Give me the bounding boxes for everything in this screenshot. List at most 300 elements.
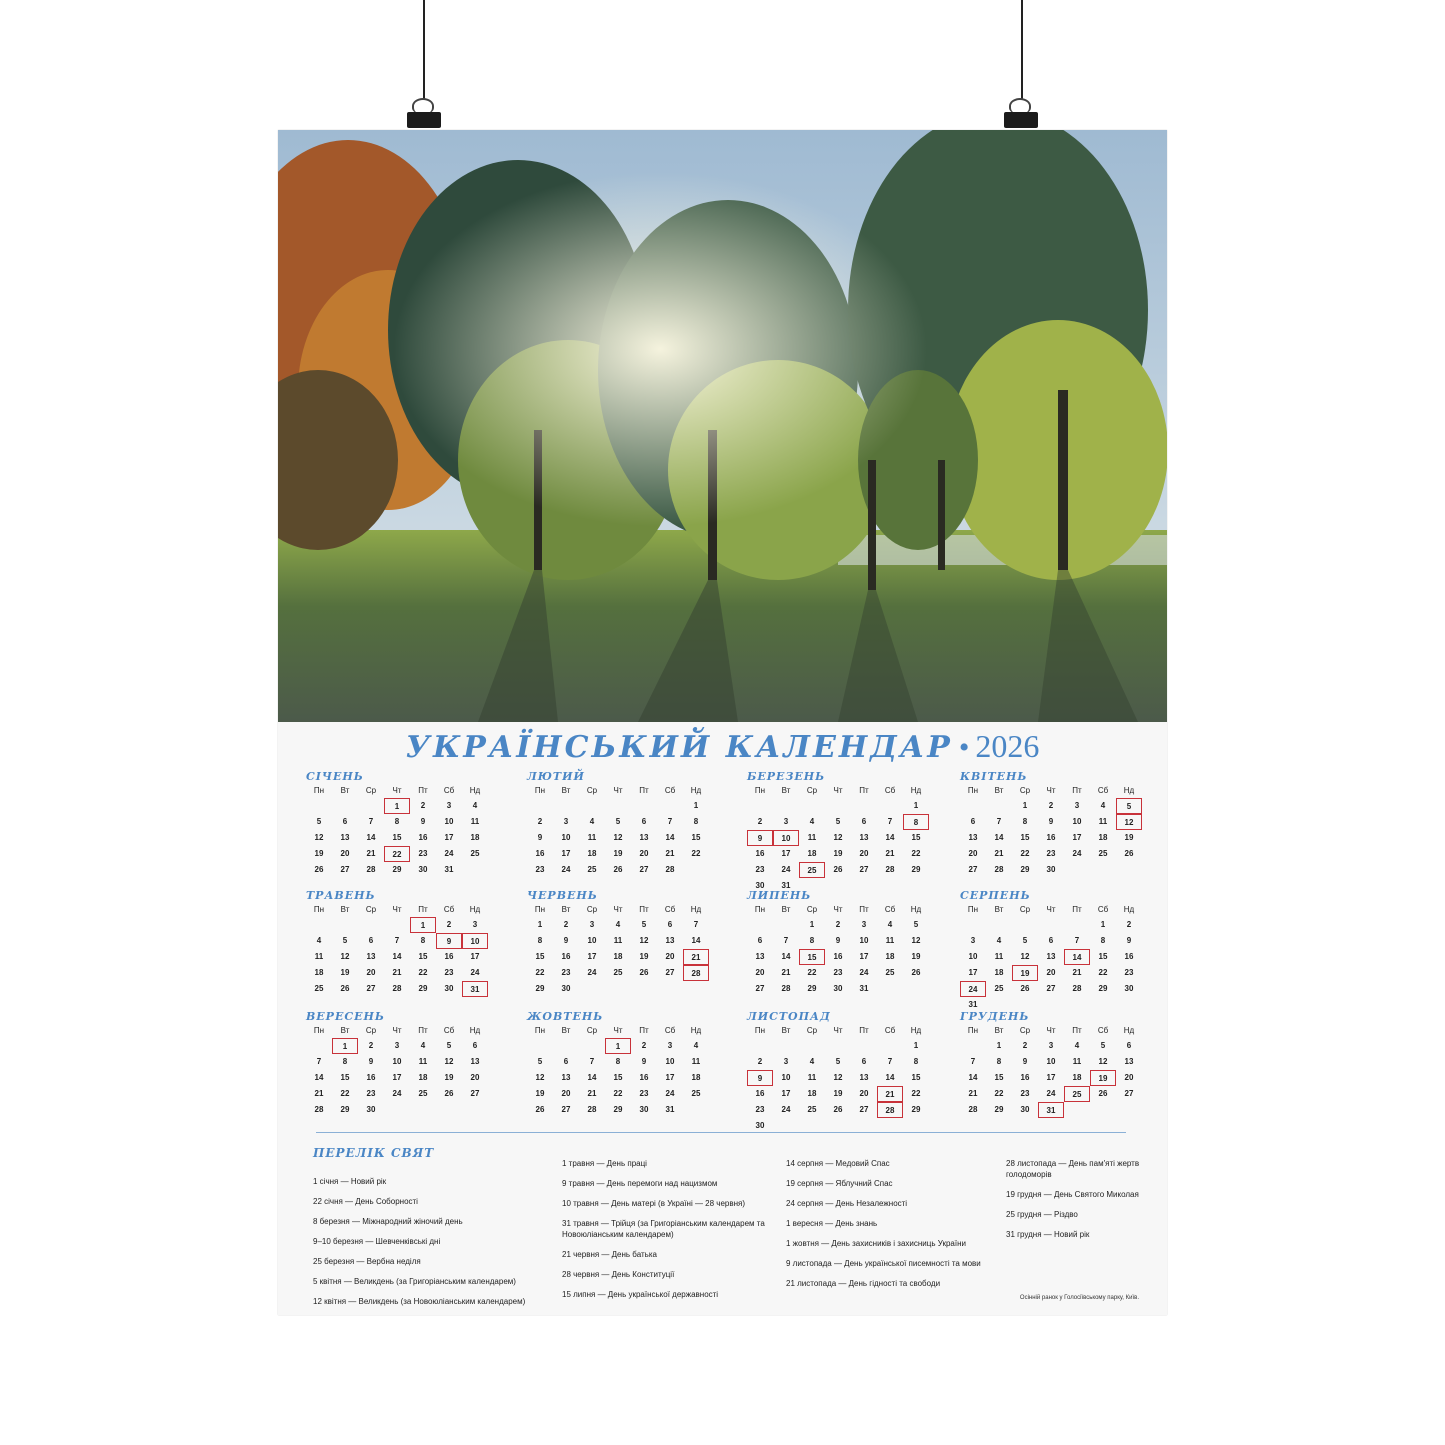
- day-cell: 27: [639, 865, 649, 874]
- day-cell: 29: [1020, 865, 1030, 874]
- weekday-header: Пт: [1072, 1026, 1082, 1035]
- empty-day-cell: [799, 798, 825, 814]
- weekday-header: Нд: [1123, 905, 1135, 914]
- day-cell: 16: [535, 849, 545, 858]
- empty-day-cell: [384, 917, 410, 933]
- day-cell: 3: [861, 920, 867, 929]
- day-cell: 24: [1072, 849, 1082, 858]
- day-cell: 26: [340, 984, 350, 993]
- day-cell: 19: [911, 952, 921, 961]
- weekday-header: Пн: [313, 905, 325, 914]
- day-cell: 9: [1126, 936, 1132, 945]
- day-cell: 18: [1098, 833, 1108, 842]
- day-cell: 9: [563, 936, 569, 945]
- day-cell: 27: [561, 1105, 571, 1114]
- month-name: БЕРЕЗЕНЬ: [747, 770, 826, 783]
- day-cell: 7: [667, 817, 673, 826]
- empty-day-cell: [747, 1038, 773, 1054]
- empty-day-cell: [1012, 917, 1038, 933]
- section-divider: [316, 1132, 1126, 1133]
- day-cell: 27: [968, 865, 978, 874]
- empty-day-cell: [773, 917, 799, 933]
- weekday-header: Чт: [613, 905, 623, 914]
- day-cell: 3: [970, 936, 976, 945]
- day-cell: 23: [561, 968, 571, 977]
- day-cell: 15: [911, 833, 921, 842]
- holiday-day-cell: 19: [1090, 1070, 1116, 1086]
- day-cell: 13: [470, 1057, 480, 1066]
- day-cell: 19: [314, 849, 324, 858]
- day-cell: 15: [1098, 952, 1108, 961]
- day-cell: 17: [859, 952, 869, 961]
- day-cell: 5: [316, 817, 322, 826]
- day-cell: 25: [1098, 849, 1108, 858]
- day-cell: 8: [913, 1057, 919, 1066]
- calendar-title-text: УКРАЇНСЬКИЙ КАЛЕНДАР: [405, 730, 953, 765]
- weekday-header: Вт: [561, 905, 571, 914]
- day-cell: 2: [563, 920, 569, 929]
- day-cell: 14: [885, 1073, 895, 1082]
- day-cell: 26: [1124, 849, 1134, 858]
- day-cell: 26: [613, 865, 623, 874]
- day-cell: 9: [537, 833, 543, 842]
- day-cell: 18: [807, 1089, 817, 1098]
- day-cell: 12: [535, 1073, 545, 1082]
- day-cell: 27: [366, 984, 376, 993]
- day-cell: 9: [420, 817, 426, 826]
- empty-day-cell: [747, 798, 773, 814]
- day-cell: 29: [340, 1105, 350, 1114]
- day-cell: 23: [755, 865, 765, 874]
- day-cell: 18: [314, 968, 324, 977]
- day-cell: 6: [970, 817, 976, 826]
- month-grid: [960, 1024, 1166, 1118]
- day-cell: 16: [418, 833, 428, 842]
- holiday-item: 28 червня — День Конституції: [562, 1270, 675, 1279]
- day-cell: 6: [757, 936, 763, 945]
- weekday-header: Нд: [690, 786, 702, 795]
- holiday-column-4: [1006, 1158, 1151, 1249]
- day-cell: 25: [807, 1105, 817, 1114]
- weekday-header: Сб: [1097, 1026, 1109, 1035]
- day-cell: 11: [587, 833, 597, 842]
- photo-caption: Осінній ранок у Голосіївському парку, Київ.: [1019, 1295, 1139, 1301]
- month-name: ГРУДЕНЬ: [960, 1010, 1030, 1023]
- day-cell: 11: [807, 1073, 817, 1082]
- day-cell: 3: [783, 1057, 789, 1066]
- day-cell: 2: [420, 801, 426, 810]
- weekday-header: Нд: [469, 786, 481, 795]
- weekday-header: Нд: [910, 1026, 922, 1035]
- weekday-header: Ср: [1019, 905, 1031, 914]
- holiday-day-cell: 31: [462, 981, 488, 997]
- day-cell: 3: [446, 801, 452, 810]
- holiday-day-cell: 1: [410, 917, 436, 933]
- empty-day-cell: [773, 1038, 799, 1054]
- holiday-item: 10 травня — День матері (в Україні — 28 червня): [562, 1199, 746, 1208]
- day-cell: 30: [1046, 865, 1056, 874]
- holiday-item: 9 листопада — День української писемності та мови: [786, 1259, 981, 1268]
- day-cell: 9: [835, 936, 841, 945]
- weekday-header: Чт: [1046, 905, 1056, 914]
- weekday-header: Чт: [833, 905, 843, 914]
- day-cell: 3: [563, 817, 569, 826]
- month-block: [960, 1010, 1166, 1118]
- day-cell: 12: [613, 833, 623, 842]
- weekday-header: Пт: [418, 1026, 428, 1035]
- day-cell: 27: [755, 984, 765, 993]
- weekday-header: Чт: [613, 786, 623, 795]
- day-cell: 10: [1072, 817, 1082, 826]
- day-cell: 14: [781, 952, 791, 961]
- weekday-header: Пт: [418, 786, 428, 795]
- day-cell: 28: [994, 865, 1004, 874]
- empty-day-cell: [306, 1038, 332, 1054]
- day-cell: 19: [444, 1073, 454, 1082]
- empty-day-cell: [332, 798, 358, 814]
- weekday-header: Вт: [781, 1026, 791, 1035]
- weekday-header: Вт: [561, 786, 571, 795]
- day-cell: 13: [561, 1073, 571, 1082]
- day-cell: 21: [994, 849, 1004, 858]
- day-cell: 22: [911, 1089, 921, 1098]
- month-block: [527, 770, 733, 878]
- day-cell: 6: [1048, 936, 1054, 945]
- holiday-item: 14 серпня — Медовий Спас: [786, 1159, 890, 1168]
- holiday-item: 12 квітня — Великдень (за Новоюліанським календарем): [313, 1297, 526, 1306]
- holiday-item: 21 червня — День батька: [562, 1250, 657, 1259]
- day-cell: 23: [535, 865, 545, 874]
- day-cell: 17: [1046, 1073, 1056, 1082]
- holiday-day-cell: 24: [960, 981, 986, 997]
- day-cell: 10: [665, 1057, 675, 1066]
- day-cell: 27: [665, 968, 675, 977]
- holiday-day-cell: 25: [1064, 1086, 1090, 1102]
- day-cell: 11: [994, 952, 1004, 961]
- day-cell: 3: [667, 1041, 673, 1050]
- weekday-header: Ср: [806, 786, 818, 795]
- weekday-header: Пн: [967, 786, 979, 795]
- day-cell: 14: [968, 1073, 978, 1082]
- empty-day-cell: [553, 1038, 579, 1054]
- day-cell: 8: [537, 936, 543, 945]
- day-cell: 11: [1098, 817, 1108, 826]
- empty-day-cell: [579, 1038, 605, 1054]
- day-cell: 26: [833, 1105, 843, 1114]
- day-cell: 10: [561, 833, 571, 842]
- day-cell: 6: [861, 817, 867, 826]
- holiday-item: 1 січня — Новий рік: [313, 1177, 387, 1186]
- empty-day-cell: [851, 798, 877, 814]
- day-cell: 30: [418, 865, 428, 874]
- day-cell: 28: [587, 1105, 597, 1114]
- month-grid: [527, 784, 733, 878]
- day-cell: 2: [368, 1041, 374, 1050]
- month-grid: [747, 1024, 953, 1134]
- weekday-header: Чт: [1046, 786, 1056, 795]
- month-name: ЖОВТЕНЬ: [527, 1010, 604, 1023]
- day-cell: 31: [444, 865, 454, 874]
- weekday-header: Сб: [1097, 786, 1109, 795]
- day-cell: 14: [587, 1073, 597, 1082]
- day-cell: 26: [444, 1089, 454, 1098]
- holiday-day-cell: 31: [1038, 1102, 1064, 1118]
- day-cell: 20: [1124, 1073, 1134, 1082]
- day-cell: 28: [781, 984, 791, 993]
- empty-day-cell: [1064, 917, 1090, 933]
- holiday-day-cell: 9: [747, 830, 773, 846]
- weekday-header: Нд: [1123, 1026, 1135, 1035]
- empty-day-cell: [877, 798, 903, 814]
- month-name: ЛИПЕНЬ: [747, 889, 812, 902]
- day-cell: 18: [613, 952, 623, 961]
- holiday-day-cell: 10: [773, 830, 799, 846]
- day-cell: 3: [1048, 1041, 1054, 1050]
- empty-day-cell: [986, 798, 1012, 814]
- weekday-header: Вт: [340, 786, 350, 795]
- day-cell: 21: [392, 968, 402, 977]
- day-cell: 27: [859, 865, 869, 874]
- day-cell: 19: [535, 1089, 545, 1098]
- day-cell: 3: [589, 920, 595, 929]
- day-cell: 23: [639, 1089, 649, 1098]
- day-cell: 3: [783, 817, 789, 826]
- month-name: СЕРПЕНЬ: [960, 889, 1031, 902]
- day-cell: 18: [1072, 1073, 1082, 1082]
- day-cell: 20: [859, 1089, 869, 1098]
- day-cell: 21: [587, 1089, 597, 1098]
- day-cell: 11: [470, 817, 480, 826]
- day-cell: 23: [1046, 849, 1056, 858]
- day-cell: 8: [809, 936, 815, 945]
- day-cell: 1: [996, 1041, 1002, 1050]
- day-cell: 2: [1126, 920, 1132, 929]
- holiday-item: 15 липня — День української державності: [562, 1290, 719, 1299]
- day-cell: 19: [340, 968, 350, 977]
- holiday-item: 1 вересня — День знань: [786, 1219, 878, 1228]
- day-cell: 5: [1022, 936, 1028, 945]
- day-cell: 26: [639, 968, 649, 977]
- title-separator-dot: •: [958, 731, 970, 764]
- weekday-header: Сб: [664, 1026, 676, 1035]
- day-cell: 2: [757, 1057, 763, 1066]
- holiday-day-cell: 21: [683, 949, 709, 965]
- day-cell: 4: [472, 801, 478, 810]
- day-cell: 14: [392, 952, 402, 961]
- day-cell: 21: [781, 968, 791, 977]
- day-cell: 3: [394, 1041, 400, 1050]
- day-cell: 14: [314, 1073, 324, 1082]
- weekday-header: Пт: [639, 786, 649, 795]
- day-cell: 9: [1048, 817, 1054, 826]
- day-cell: 13: [1046, 952, 1056, 961]
- day-cell: 22: [418, 968, 428, 977]
- month-grid: [747, 903, 953, 997]
- holiday-item: 9–10 березня — Шевченківські дні: [313, 1237, 441, 1246]
- holiday-day-cell: 22: [384, 846, 410, 862]
- day-cell: 13: [859, 833, 869, 842]
- day-cell: 22: [807, 968, 817, 977]
- day-cell: 4: [1100, 801, 1106, 810]
- day-cell: 22: [613, 1089, 623, 1098]
- empty-day-cell: [877, 1038, 903, 1054]
- month-name: ВЕРЕСЕНЬ: [306, 1010, 385, 1023]
- weekday-header: Пн: [967, 905, 979, 914]
- weekday-header: Пт: [418, 905, 428, 914]
- month-block: [306, 889, 512, 997]
- day-cell: 24: [665, 1089, 675, 1098]
- day-cell: 30: [755, 881, 765, 890]
- day-cell: 7: [693, 920, 699, 929]
- weekday-header: Пт: [1072, 786, 1082, 795]
- day-cell: 29: [535, 984, 545, 993]
- month-block: [747, 889, 953, 997]
- day-cell: 16: [366, 1073, 376, 1082]
- day-cell: 18: [885, 952, 895, 961]
- day-cell: 29: [613, 1105, 623, 1114]
- empty-day-cell: [960, 917, 986, 933]
- holiday-day-cell: 10: [462, 933, 488, 949]
- day-cell: 26: [314, 865, 324, 874]
- holiday-column-2: [562, 1158, 772, 1309]
- weekday-header: Сб: [443, 786, 455, 795]
- day-cell: 6: [641, 817, 647, 826]
- day-cell: 8: [693, 817, 699, 826]
- empty-day-cell: [605, 798, 631, 814]
- day-cell: 12: [444, 1057, 454, 1066]
- day-cell: 29: [1098, 984, 1108, 993]
- day-cell: 8: [420, 936, 426, 945]
- day-cell: 23: [833, 968, 843, 977]
- day-cell: 28: [314, 1105, 324, 1114]
- day-cell: 26: [1098, 1089, 1108, 1098]
- empty-day-cell: [553, 798, 579, 814]
- day-cell: 7: [970, 1057, 976, 1066]
- day-cell: 16: [444, 952, 454, 961]
- weekday-header: Чт: [833, 786, 843, 795]
- weekday-header: Вт: [781, 905, 791, 914]
- day-cell: 5: [342, 936, 348, 945]
- weekday-header: Пт: [639, 1026, 649, 1035]
- weekday-header: Пт: [859, 786, 869, 795]
- weekday-header: Чт: [1046, 1026, 1056, 1035]
- day-cell: 28: [665, 865, 675, 874]
- day-cell: 13: [1124, 1057, 1134, 1066]
- weekday-header: Чт: [392, 905, 402, 914]
- day-cell: 4: [809, 817, 815, 826]
- day-cell: 14: [994, 833, 1004, 842]
- day-cell: 12: [639, 936, 649, 945]
- day-cell: 16: [561, 952, 571, 961]
- day-cell: 30: [1020, 1105, 1030, 1114]
- day-cell: 4: [615, 920, 621, 929]
- day-cell: 2: [641, 1041, 647, 1050]
- day-cell: 4: [996, 936, 1002, 945]
- day-cell: 29: [994, 1105, 1004, 1114]
- day-cell: 21: [1072, 968, 1082, 977]
- holiday-item: 8 березня — Міжнародний жіночий день: [313, 1217, 463, 1226]
- empty-day-cell: [773, 798, 799, 814]
- empty-day-cell: [960, 798, 986, 814]
- weekday-header: Вт: [781, 786, 791, 795]
- day-cell: 26: [833, 865, 843, 874]
- day-cell: 24: [859, 968, 869, 977]
- day-cell: 25: [587, 865, 597, 874]
- day-cell: 27: [340, 865, 350, 874]
- weekday-header: Сб: [443, 1026, 455, 1035]
- day-cell: 15: [392, 833, 402, 842]
- weekday-header: Пн: [313, 786, 325, 795]
- day-cell: 8: [342, 1057, 348, 1066]
- day-cell: 28: [366, 865, 376, 874]
- month-grid: [960, 903, 1166, 1013]
- day-cell: 29: [807, 984, 817, 993]
- holiday-item: 25 березня — Вербна неділя: [313, 1257, 421, 1266]
- day-cell: 6: [861, 1057, 867, 1066]
- day-cell: 4: [693, 1041, 699, 1050]
- weekday-header: Пн: [754, 1026, 766, 1035]
- weekday-header: Нд: [910, 786, 922, 795]
- day-cell: 11: [314, 952, 324, 961]
- holiday-day-cell: 1: [605, 1038, 631, 1054]
- month-grid: [960, 784, 1166, 878]
- empty-day-cell: [825, 798, 851, 814]
- holiday-day-cell: 14: [1064, 949, 1090, 965]
- weekday-header: Сб: [884, 905, 896, 914]
- day-cell: 12: [833, 1073, 843, 1082]
- day-cell: 10: [587, 936, 597, 945]
- day-cell: 4: [887, 920, 893, 929]
- month-block: [527, 1010, 733, 1118]
- day-cell: 19: [833, 849, 843, 858]
- day-cell: 6: [472, 1041, 478, 1050]
- holiday-day-cell: 25: [799, 862, 825, 878]
- weekday-header: Сб: [664, 905, 676, 914]
- empty-day-cell: [358, 798, 384, 814]
- weekday-header: Вт: [994, 1026, 1004, 1035]
- holiday-item: 5 квітня — Великдень (за Григоріанським календарем): [313, 1277, 516, 1286]
- park-photo: [278, 130, 1167, 722]
- weekday-header: Ср: [365, 1026, 377, 1035]
- day-cell: 8: [1100, 936, 1106, 945]
- day-cell: 11: [807, 833, 817, 842]
- empty-day-cell: [747, 917, 773, 933]
- day-cell: 20: [561, 1089, 571, 1098]
- day-cell: 15: [340, 1073, 350, 1082]
- day-cell: 17: [781, 1089, 791, 1098]
- hanging-wire-left: [423, 0, 425, 100]
- day-cell: 19: [639, 952, 649, 961]
- empty-day-cell: [306, 917, 332, 933]
- weekday-header: Вт: [994, 905, 1004, 914]
- day-cell: 2: [1022, 1041, 1028, 1050]
- day-cell: 25: [994, 984, 1004, 993]
- day-cell: 3: [1074, 801, 1080, 810]
- day-cell: 13: [639, 833, 649, 842]
- day-cell: 30: [444, 984, 454, 993]
- day-cell: 22: [535, 968, 545, 977]
- holiday-item: 22 січня — День Соборності: [313, 1197, 418, 1206]
- day-cell: 24: [587, 968, 597, 977]
- day-cell: 7: [887, 1057, 893, 1066]
- day-cell: 31: [968, 1000, 978, 1009]
- day-cell: 23: [1020, 1089, 1030, 1098]
- holiday-item: 24 серпня — День Незалежності: [786, 1199, 908, 1208]
- day-cell: 20: [1046, 968, 1056, 977]
- holiday-day-cell: 15: [799, 949, 825, 965]
- month-block: [527, 889, 733, 997]
- weekday-header: Нд: [469, 905, 481, 914]
